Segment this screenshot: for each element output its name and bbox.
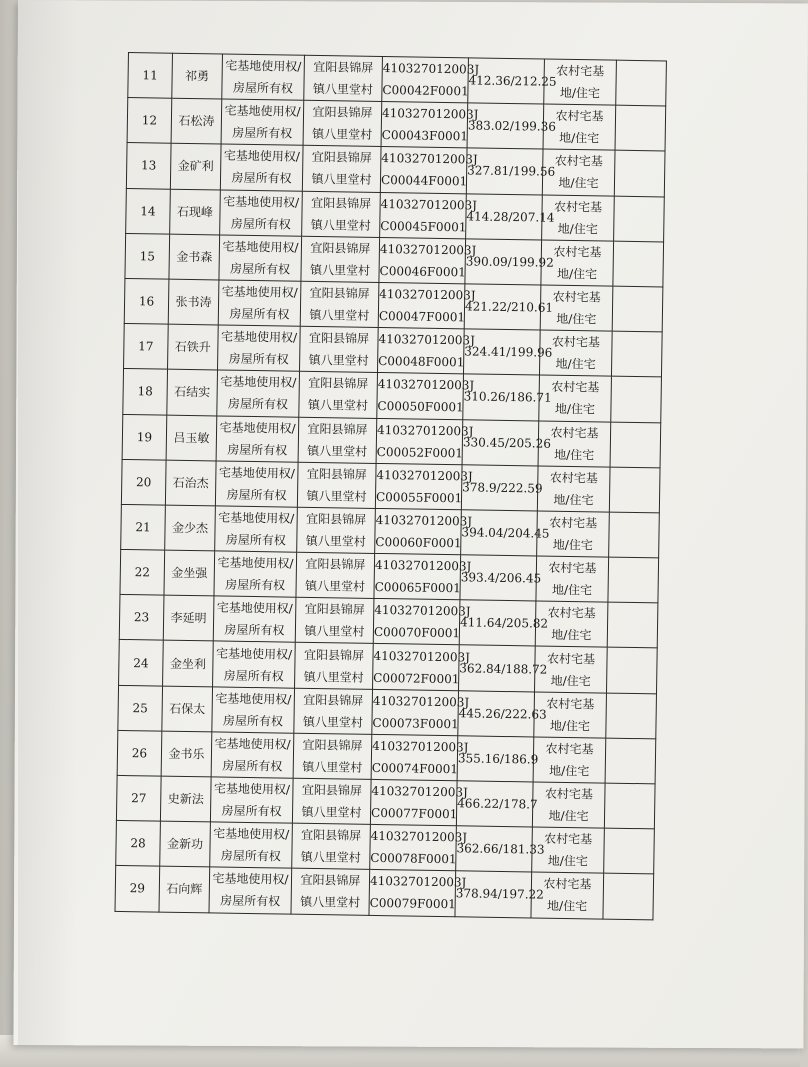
parcel-code-line: C00046F0001 [379, 263, 466, 280]
parcel-code-line: 410327012003J [373, 648, 471, 664]
right-type-line: 房屋所有权 [222, 758, 283, 774]
owner-name-cell: 石结实 [167, 369, 218, 415]
right-type-line: 房屋所有权 [228, 351, 289, 367]
land-use-line: 农村宅基 [556, 63, 605, 79]
empty-cell [614, 196, 665, 242]
location-line: 宜阳县锦屏 [306, 511, 367, 527]
area-cell: 466.22/178.7 [456, 781, 533, 827]
area-cell: 393.4/206.45 [460, 555, 537, 601]
parcel-code-line: 410327012003J [377, 377, 475, 393]
location-cell [292, 778, 371, 824]
empty-cell [609, 467, 660, 513]
area-cell: 310.26/186.71 [463, 374, 540, 420]
location-cell [301, 236, 380, 282]
row-index-cell: 22 [120, 550, 165, 596]
land-use-cell [532, 782, 605, 828]
right-type-cell [213, 596, 296, 642]
parcel-code-line: C00073F0001 [372, 715, 459, 731]
right-type-line: 宅基地使用权/ [223, 148, 300, 165]
row-index-cell: 15 [125, 233, 170, 279]
row-index-cell: 13 [126, 143, 171, 189]
location-cell [299, 372, 378, 418]
right-type-line: 房屋所有权 [220, 848, 281, 864]
location-line: 镇八里堂村 [309, 307, 370, 323]
right-type-line: 宅基地使用权/ [219, 420, 296, 436]
land-use-line: 地/住宅 [552, 537, 593, 553]
parcel-code-cell [373, 644, 471, 691]
empty-cell [616, 60, 667, 106]
right-type-cell [216, 415, 299, 461]
owner-name-cell: 金书乐 [161, 731, 212, 777]
right-type-cell [214, 551, 297, 597]
area-cell: 378.9/222.59 [461, 464, 538, 510]
area-cell: 327.81/199.56 [466, 148, 543, 194]
right-type-line: 房屋所有权 [220, 894, 281, 909]
empty-cell [609, 512, 660, 558]
location-line: 镇八里堂村 [306, 488, 367, 504]
location-line: 镇八里堂村 [310, 217, 371, 233]
parcel-code-line: 410327012003J [369, 874, 467, 890]
right-type-line: 房屋所有权 [229, 261, 291, 277]
empty-cell [605, 738, 656, 784]
location-line: 宜阳县锦屏 [311, 195, 372, 211]
land-use-line: 地/住宅 [559, 131, 600, 146]
location-cell [297, 462, 376, 508]
row-index-cell: 17 [124, 324, 169, 370]
right-type-cell [218, 280, 301, 326]
location-line: 宜阳县锦屏 [310, 240, 371, 256]
right-type-cell [215, 506, 298, 552]
land-use-line: 地/住宅 [559, 85, 601, 101]
right-type-line: 宅基地使用权/ [213, 826, 290, 842]
parcel-code-line: C00055F0001 [375, 489, 463, 506]
location-cell [298, 417, 377, 463]
parcel-code-line: 410327012003J [372, 693, 470, 710]
owner-name-cell: 金少杰 [165, 505, 216, 551]
right-type-line: 房屋所有权 [231, 171, 292, 187]
row-index-cell: 26 [117, 730, 162, 776]
land-use-line: 农村宅基 [554, 154, 603, 169]
location-line: 镇八里堂村 [307, 398, 369, 414]
land-use-line: 农村宅基 [547, 606, 596, 621]
land-use-line: 农村宅基 [545, 741, 594, 757]
land-use-line: 农村宅基 [555, 109, 604, 124]
parcel-code-line: C00043F0001 [381, 128, 469, 144]
location-line: 镇八里堂村 [311, 172, 372, 188]
row-index-cell: 20 [121, 459, 166, 505]
area-cell: 411.64/205.82 [459, 600, 536, 646]
row-index-cell: 21 [121, 504, 166, 550]
row-index-cell: 28 [116, 821, 161, 867]
parcel-code-line: C00052F0001 [376, 444, 464, 460]
land-use-line: 农村宅基 [551, 380, 600, 395]
right-type-line: 宅基地使用权/ [225, 58, 302, 74]
parcel-code-cell [380, 192, 478, 239]
location-line: 宜阳县锦屏 [308, 376, 369, 392]
empty-cell [611, 331, 662, 377]
land-use-line: 地/住宅 [557, 221, 598, 237]
right-type-cell [210, 777, 293, 823]
location-line: 镇八里堂村 [300, 850, 361, 866]
right-type-cell [211, 732, 294, 778]
row-index-cell: 11 [128, 53, 173, 99]
land-use-line: 农村宅基 [549, 515, 598, 531]
parcel-code-cell [370, 825, 468, 872]
owner-name-cell: 吕玉敏 [166, 415, 217, 461]
parcel-code-cell [372, 689, 470, 736]
location-line: 镇八里堂村 [301, 804, 362, 820]
right-type-line: 宅基地使用权/ [218, 510, 295, 526]
right-type-cell [220, 144, 303, 190]
owner-name-cell: 金坐强 [164, 550, 215, 596]
empty-cell [606, 648, 657, 694]
row-index-cell: 25 [118, 685, 163, 731]
parcel-code-line: C00072F0001 [373, 670, 460, 686]
land-use-line: 地/住宅 [547, 853, 588, 869]
right-type-line: 宅基地使用权/ [223, 194, 300, 210]
owner-name-cell: 石向辉 [159, 866, 210, 912]
land-use-cell [533, 737, 606, 783]
land-use-line: 农村宅基 [551, 334, 601, 350]
location-line: 宜阳县锦屏 [308, 331, 370, 347]
empty-cell [604, 783, 655, 829]
location-line: 宜阳县锦屏 [309, 285, 370, 301]
land-use-line: 地/住宅 [551, 582, 593, 598]
parcel-code-line: C00048F0001 [378, 354, 465, 370]
parcel-code-line: C00060F0001 [375, 534, 462, 551]
parcel-code-line: 410327012003J [382, 61, 480, 77]
right-type-line: 宅基地使用权/ [221, 284, 298, 300]
land-use-line: 地/住宅 [555, 356, 596, 372]
parcel-code-line: 410327012003J [371, 784, 468, 800]
right-type-line: 房屋所有权 [229, 306, 290, 322]
area-cell: 362.66/181.33 [456, 826, 533, 872]
location-line: 宜阳县锦屏 [303, 647, 365, 663]
area-cell: 355.16/186.9 [457, 736, 534, 782]
right-type-cell [222, 54, 305, 100]
land-use-line: 农村宅基 [553, 244, 602, 260]
parcel-code-line: 410327012003J [379, 241, 477, 258]
location-cell [303, 100, 382, 146]
land-use-line: 农村宅基 [546, 696, 595, 712]
location-line: 宜阳县锦屏 [303, 692, 364, 708]
right-type-line: 房屋所有权 [223, 668, 284, 684]
parcel-code-line: C00079F0001 [369, 896, 456, 912]
land-use-line: 地/住宅 [549, 763, 590, 779]
location-cell [292, 823, 371, 869]
area-cell: 445.26/222.63 [458, 690, 535, 736]
location-line: 宜阳县锦屏 [301, 782, 363, 798]
area-cell: 414.28/207.14 [466, 193, 543, 239]
area-cell: 378.94/197.22 [455, 871, 532, 917]
right-type-line: 宅基地使用权/ [218, 465, 296, 481]
empty-cell [606, 693, 657, 739]
right-type-line: 房屋所有权 [225, 532, 286, 548]
parcel-code-line: 410327012003J [376, 467, 473, 484]
right-type-line: 房屋所有权 [221, 803, 282, 819]
location-cell [302, 191, 381, 237]
right-type-cell [209, 867, 292, 913]
owner-name-cell: 张书涛 [168, 279, 219, 325]
row-index-cell: 12 [127, 98, 172, 144]
parcel-code-line: 410327012003J [381, 106, 479, 122]
right-type-line: 宅基地使用权/ [220, 329, 298, 345]
parcel-code-cell [375, 463, 473, 510]
land-use-line: 农村宅基 [549, 470, 598, 486]
records-table [114, 52, 666, 920]
owner-name-cell: 石铁升 [168, 324, 219, 370]
land-use-line: 农村宅基 [548, 560, 597, 576]
owner-name-cell: 金矿利 [170, 144, 221, 190]
location-line: 宜阳县锦屏 [301, 828, 362, 844]
land-use-line: 农村宅基 [544, 786, 594, 802]
right-type-cell [219, 235, 302, 281]
land-use-line: 地/住宅 [553, 492, 594, 508]
right-type-cell [220, 190, 303, 236]
area-cell: 394.04/204.45 [461, 510, 538, 556]
parcel-code-line: 410327012003J [376, 422, 474, 439]
location-line: 镇八里堂村 [307, 443, 368, 459]
land-use-line: 地/住宅 [548, 808, 589, 824]
location-line: 镇八里堂村 [308, 353, 369, 369]
right-type-line: 宅基地使用权/ [222, 239, 299, 255]
parcel-code-line: 410327012003J [381, 151, 478, 167]
land-use-line: 地/住宅 [546, 899, 588, 914]
parcel-code-line: 410327012003J [374, 603, 471, 619]
land-use-cell [536, 556, 609, 602]
location-line: 宜阳县锦屏 [302, 737, 363, 753]
right-type-line: 宅基地使用权/ [215, 691, 292, 707]
right-type-line: 宅基地使用权/ [213, 781, 291, 797]
owner-name-cell: 李延明 [163, 595, 214, 641]
land-use-line: 地/住宅 [554, 447, 595, 462]
right-type-line: 宅基地使用权/ [215, 645, 293, 662]
land-use-line: 农村宅基 [543, 877, 592, 892]
right-type-line: 宅基地使用权/ [216, 600, 293, 616]
parcel-code-line: C00077F0001 [370, 806, 458, 822]
parcel-code-cell [378, 282, 476, 329]
location-line: 宜阳县锦屏 [304, 602, 365, 618]
owner-name-cell: 祁勇 [172, 53, 223, 99]
area-cell: 362.84/188.72 [459, 645, 536, 691]
parcel-code-line: C00042F0001 [382, 83, 469, 99]
parcel-code-line: C00074F0001 [371, 760, 459, 777]
land-use-cell [537, 466, 610, 512]
empty-cell [607, 602, 658, 648]
owner-name-cell: 金新功 [160, 821, 211, 867]
parcel-code-cell [377, 373, 475, 420]
land-use-line: 农村宅基 [554, 199, 603, 215]
row-index-cell: 19 [122, 414, 167, 460]
location-cell [304, 55, 383, 101]
right-type-cell [213, 641, 296, 687]
location-line: 镇八里堂村 [309, 262, 371, 278]
right-type-line: 房屋所有权 [224, 622, 285, 638]
right-type-line: 房屋所有权 [227, 397, 289, 412]
location-line: 镇八里堂村 [312, 82, 374, 97]
empty-cell [613, 241, 664, 287]
parcel-code-line: 410327012003J [375, 512, 473, 529]
location-line: 宜阳县锦屏 [306, 466, 368, 482]
location-cell [293, 733, 372, 779]
row-index-cell: 14 [126, 188, 171, 234]
parcel-code-cell [377, 328, 476, 375]
right-type-cell [212, 687, 295, 733]
right-type-cell [217, 370, 300, 416]
location-line: 宜阳县锦屏 [312, 105, 373, 121]
location-cell [300, 326, 379, 372]
location-line: 镇八里堂村 [300, 895, 361, 911]
parcel-code-line: 410327012003J [378, 332, 476, 348]
parcel-code-line: 410327012003J [370, 829, 468, 845]
land-use-line: 地/住宅 [556, 311, 597, 327]
owner-name-cell: 石治杰 [165, 460, 216, 506]
empty-cell [608, 557, 659, 603]
land-use-line: 农村宅基 [546, 651, 596, 666]
location-line: 镇八里堂村 [303, 669, 364, 685]
parcel-code-cell [380, 147, 478, 194]
location-line: 镇八里堂村 [305, 533, 366, 549]
parcel-code-line: C00065F0001 [374, 580, 461, 596]
empty-cell [610, 422, 661, 468]
empty-cell [604, 828, 655, 874]
right-type-line: 房屋所有权 [227, 442, 288, 458]
location-line: 镇八里堂村 [305, 579, 366, 594]
right-type-line: 宅基地使用权/ [224, 103, 301, 119]
land-use-line: 农村宅基 [544, 831, 593, 847]
land-use-line: 地/住宅 [554, 402, 596, 417]
right-type-line: 房屋所有权 [232, 80, 294, 96]
land-use-line: 地/住宅 [549, 718, 591, 734]
row-index-cell: 16 [124, 278, 169, 324]
owner-name-cell: 石松涛 [171, 98, 222, 144]
location-cell [300, 281, 379, 327]
area-cell: 324.41/199.96 [463, 329, 540, 375]
parcel-code-line: C00044F0001 [380, 173, 468, 189]
empty-cell [603, 873, 654, 919]
area-cell: 421.22/210.61 [464, 284, 541, 330]
parcel-code-line: C00050F0001 [377, 399, 464, 415]
row-index-cell: 23 [119, 595, 164, 641]
location-line: 镇八里堂村 [302, 759, 363, 775]
parcel-code-cell [382, 56, 480, 103]
right-type-line: 房屋所有权 [225, 577, 286, 593]
location-line: 宜阳县锦屏 [307, 421, 368, 437]
right-type-line: 房屋所有权 [226, 487, 287, 503]
location-line: 镇八里堂村 [304, 624, 365, 640]
row-index-cell: 24 [119, 640, 164, 686]
owner-name-cell: 史新法 [160, 776, 211, 822]
empty-cell [614, 151, 665, 197]
right-type-cell [218, 325, 301, 371]
parcel-code-cell [370, 779, 468, 826]
right-type-line: 房屋所有权 [232, 125, 293, 141]
owner-name-cell: 金书森 [169, 234, 220, 280]
row-index-cell: 27 [116, 775, 161, 821]
land-use-line: 农村宅基 [552, 289, 601, 305]
location-cell [295, 643, 374, 689]
empty-cell [612, 286, 663, 332]
row-index-cell: 18 [123, 369, 168, 415]
location-line: 宜阳县锦屏 [311, 150, 372, 166]
location-cell [291, 869, 370, 915]
location-cell [296, 552, 375, 598]
land-use-line: 地/住宅 [551, 628, 592, 643]
location-line: 宜阳县锦屏 [300, 873, 361, 889]
owner-name-cell: 石保太 [162, 686, 213, 732]
parcel-code-line: C00070F0001 [373, 625, 461, 641]
parcel-code-cell [379, 237, 477, 284]
parcel-code-line: C00047F0001 [378, 309, 466, 325]
right-type-cell [210, 822, 293, 868]
right-type-line: 宅基地使用权/ [212, 871, 289, 888]
area-cell: 390.09/199.92 [465, 239, 542, 285]
owner-name-cell: 石现峰 [170, 189, 221, 235]
location-cell [297, 507, 376, 553]
land-use-line: 农村宅基 [550, 425, 599, 441]
land-use-line: 地/住宅 [556, 266, 598, 282]
location-cell [295, 597, 374, 643]
right-type-cell [221, 99, 304, 145]
area-cell: 412.36/212.25 [468, 58, 545, 104]
table-row [115, 866, 654, 920]
location-line: 宜阳县锦屏 [313, 60, 374, 75]
parcel-code-cell [374, 553, 472, 600]
records-table-body [115, 53, 666, 920]
parcel-code-cell [369, 870, 467, 917]
owner-name-cell: 金坐利 [163, 641, 214, 687]
right-type-line: 宅基地使用权/ [217, 555, 294, 571]
land-use-line: 地/住宅 [550, 673, 591, 688]
right-type-line: 宅基地使用权/ [220, 374, 297, 391]
parcel-code-line: C00078F0001 [370, 851, 457, 867]
right-type-cell [215, 461, 298, 507]
empty-cell [611, 376, 662, 422]
right-type-line: 房屋所有权 [222, 713, 284, 729]
parcel-code-line: 410327012003J [379, 287, 476, 303]
parcel-code-cell [376, 418, 474, 465]
parcel-code-line: 410327012003J [374, 558, 472, 574]
empty-cell [615, 105, 666, 151]
parcel-code-line: C00045F0001 [380, 218, 467, 234]
location-line: 镇八里堂村 [302, 714, 364, 730]
right-type-line: 宅基地使用权/ [214, 736, 291, 752]
location-line: 镇八里堂村 [312, 127, 373, 143]
right-type-line: 房屋所有权 [230, 216, 291, 232]
area-cell: 383.02/199.36 [467, 103, 544, 149]
parcel-code-cell [381, 102, 479, 149]
land-use-line: 地/住宅 [558, 176, 599, 191]
parcel-code-cell [373, 599, 471, 646]
area-cell: 330.45/205.26 [462, 419, 539, 465]
parcel-code-line: 410327012003J [380, 196, 478, 213]
parcel-code-cell [375, 508, 473, 555]
location-line: 宜阳县锦屏 [305, 557, 366, 572]
parcel-code-line: 410327012003J [372, 738, 469, 755]
row-index-cell: 29 [115, 866, 160, 912]
location-cell [294, 688, 373, 734]
location-cell [302, 146, 381, 192]
parcel-code-cell [371, 734, 469, 781]
